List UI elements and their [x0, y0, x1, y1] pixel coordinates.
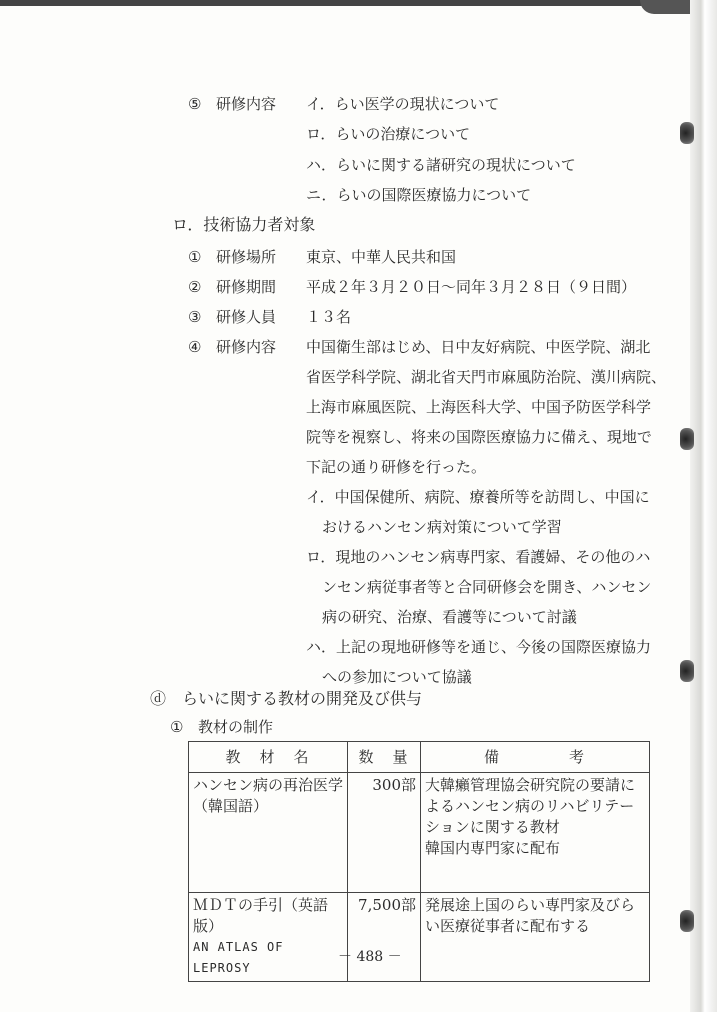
- item-value: 平成２年３月２０日～同年３月２８日（９日間）: [306, 278, 637, 296]
- material-name-cell: [189, 893, 348, 982]
- item-label: 研修期間: [216, 278, 277, 296]
- item-label: 研修場所: [216, 248, 277, 266]
- material-name: AN ATLAS OF LEPROSY: [193, 940, 284, 975]
- section-marker: ⓓ: [150, 689, 167, 708]
- binding-ring: [680, 910, 694, 932]
- material-name-cell: [189, 773, 348, 893]
- column-header: 数 量: [348, 742, 421, 773]
- content-line: 上海市麻風医院、上海医科大学、中国予防医学科学: [306, 398, 652, 416]
- item-number: ①: [170, 718, 184, 736]
- note-line: い医療従事者に配布する: [425, 917, 591, 935]
- material-name: ＭＤＴの手引（英語版）: [193, 896, 329, 935]
- content-line: イ．らい医学の現状について: [306, 95, 500, 113]
- binding-ring: [680, 428, 694, 450]
- material-name: （韓国語）: [193, 797, 269, 815]
- note-line: よるハンセン病のリハビリテー: [425, 797, 635, 815]
- sub-item-cont: おけるハンセン病対策について学習: [322, 518, 562, 536]
- content-line: 院等を視察し、将来の国際医療協力に備え、現地で: [306, 428, 652, 446]
- item-label: 研修内容: [216, 95, 277, 113]
- table-row: [189, 893, 650, 982]
- item-number: ⑤: [188, 95, 202, 113]
- item-value: 中国衛生部はじめ、日中友好病院、中医学院、湖北: [306, 338, 651, 356]
- column-header: 教 材 名: [189, 742, 348, 773]
- note-cell: [421, 893, 650, 982]
- quantity: 300部: [348, 773, 421, 893]
- binding-edge: [690, 0, 717, 1012]
- scan-top-edge: [0, 0, 700, 6]
- binding-ring: [680, 122, 694, 144]
- section-heading: らいに関する教材の開発及び供与: [182, 689, 423, 708]
- material-name: ハンセン病の再治医学: [193, 776, 344, 794]
- sub-item-cont: 病の研究、治療、看護等について討議: [322, 608, 577, 626]
- note-cell: [421, 773, 650, 893]
- sub-item-cont: への参加について協議: [322, 668, 472, 686]
- item-value: １３名: [306, 308, 352, 326]
- item-label: 研修内容: [216, 338, 277, 356]
- materials-table: [188, 741, 650, 982]
- table-header-row: [189, 742, 650, 773]
- content-line: ニ．らいの国際医療協力について: [306, 186, 532, 204]
- item-value: 東京、中華人民共和国: [306, 248, 457, 266]
- section-heading: ロ．技術協力者対象: [172, 215, 316, 234]
- sub-item: ロ．現地のハンセン病専門家、看護婦、その他のハ: [306, 548, 651, 566]
- sub-item: ハ．上記の現地研修等を通じ、今後の国際医療協力: [306, 638, 652, 656]
- content-line: ロ．らいの治療について: [306, 125, 471, 143]
- table-row: [189, 773, 650, 893]
- note-line: 発展途上国のらい専門家及びら: [425, 896, 636, 914]
- item-label: 教材の制作: [198, 718, 274, 736]
- content-line: ハ．らいに関する諸研究の現状について: [306, 156, 576, 174]
- quantity: 7,500部: [348, 893, 421, 982]
- page-number: － 488 －: [338, 949, 402, 965]
- item-number: ②: [188, 278, 202, 296]
- note-line: 韓国内専門家に配布: [425, 839, 561, 857]
- item-number: ④: [188, 338, 202, 356]
- column-header: 備 考: [421, 742, 650, 773]
- content-line: 省医学科学院、湖北省天門市麻風防治院、漢川病院、: [306, 368, 667, 386]
- item-label: 研修人員: [216, 308, 277, 326]
- item-number: ③: [188, 308, 202, 326]
- sub-item: イ．中国保健所、病院、療養所等を訪問し、中国に: [306, 488, 650, 506]
- sub-item-cont: ンセン病従事者等と合同研修会を開き、ハンセン: [322, 578, 652, 596]
- note-line: 大韓癩管理協会研究院の要請に: [425, 776, 636, 794]
- binding-ring: [680, 660, 694, 682]
- content-line: 下記の通り研修を行った。: [306, 458, 487, 476]
- item-number: ①: [188, 248, 202, 266]
- note-line: ションに関する教材: [425, 818, 560, 836]
